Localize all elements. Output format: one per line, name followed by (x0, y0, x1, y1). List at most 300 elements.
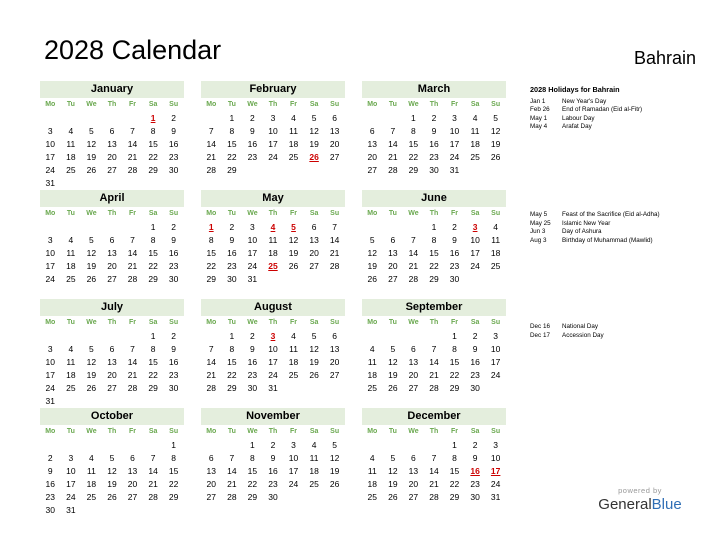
day-cell: 26 (288, 261, 299, 272)
weekday-label: Mo (367, 101, 378, 108)
day-cell: 8 (229, 125, 235, 136)
day-cell: 29 (168, 492, 179, 503)
holiday-date: 25 (268, 261, 278, 272)
empty-cell (201, 439, 222, 452)
day-cell: 19 (329, 465, 340, 476)
day-cell: 16 (449, 247, 460, 258)
day-cell: 15 (148, 138, 158, 149)
day-cell: 4 (369, 343, 375, 354)
empty-cell (61, 330, 82, 343)
day-cell: 17 (268, 138, 278, 149)
day-cell: 19 (490, 138, 501, 149)
month-title: December (362, 408, 506, 425)
day-cell: 20 (107, 152, 117, 163)
day-cell: 25 (490, 261, 501, 272)
day-cell: 6 (311, 221, 317, 232)
day-cell: 14 (148, 465, 158, 476)
month-june (362, 190, 506, 286)
day-cell: 5 (89, 125, 94, 136)
weekday-label: Su (330, 319, 340, 326)
day-cell: 13 (127, 465, 138, 476)
empty-cell (61, 221, 82, 234)
day-cell: 2 (250, 112, 255, 123)
day-cell: 16 (227, 247, 237, 258)
day-cell: 3 (493, 439, 499, 450)
day-cell: 16 (470, 356, 480, 367)
empty-cell (40, 221, 61, 234)
brand-name: GeneralBlue (598, 496, 682, 513)
month-title: April (40, 190, 184, 207)
holiday-list-q4 (530, 323, 705, 340)
empty-cell (362, 330, 383, 343)
day-cell: 24 (470, 261, 480, 272)
day-cell: 4 (472, 112, 478, 123)
day-cell: 27 (367, 165, 378, 176)
weekday-label: Th (268, 101, 278, 108)
day-cell: 9 (472, 343, 478, 354)
day-cell: 13 (367, 138, 378, 149)
weekday-label: Tu (227, 101, 236, 108)
day-cell: 5 (109, 452, 115, 463)
weekday-label: Th (429, 210, 439, 217)
day-cell: 8 (171, 452, 177, 463)
day-cell: 21 (388, 152, 398, 163)
holiday-date-label: May 1 (530, 114, 548, 122)
day-cell: 11 (367, 356, 377, 367)
day-cell: 13 (329, 343, 340, 354)
day-cell: 12 (367, 247, 378, 258)
day-cell: 12 (86, 247, 97, 258)
day-cell: 8 (208, 234, 214, 245)
day-cell: 22 (227, 152, 237, 163)
day-cell: 5 (369, 234, 375, 245)
day-cell: 27 (408, 383, 419, 394)
day-cell: 14 (127, 356, 138, 367)
month-october (40, 408, 184, 518)
day-cell: 28 (127, 165, 138, 176)
page-title: 2028 Calendar (44, 35, 222, 65)
day-cell: 6 (109, 234, 115, 245)
day-cell: 26 (388, 492, 398, 503)
day-cell: 17 (45, 261, 56, 272)
holiday-name: New Year's Day (562, 97, 607, 105)
day-cell: 13 (107, 138, 117, 149)
day-cell: 20 (309, 247, 319, 258)
day-cell: 31 (247, 274, 258, 285)
day-cell: 9 (472, 452, 478, 463)
holiday-date-label: Jan 1 (530, 97, 546, 105)
day-cell: 21 (227, 479, 237, 490)
holiday-name: Feast of the Sacrifice (Eid al-Adha) (562, 211, 660, 218)
weekday-label: Su (330, 101, 340, 108)
day-cell: 26 (309, 370, 319, 381)
day-cell: 19 (86, 370, 97, 381)
day-cell: 18 (66, 370, 76, 381)
day-cell: 29 (148, 383, 158, 394)
day-cell: 10 (247, 234, 258, 245)
weekday-label: Th (268, 428, 278, 435)
day-cell: 18 (288, 138, 299, 149)
day-cell: 27 (107, 383, 117, 394)
holiday-date: 26 (309, 152, 319, 163)
day-cell: 28 (227, 492, 237, 503)
day-cell: 25 (288, 370, 299, 381)
month-may (201, 190, 345, 286)
day-cell: 16 (168, 356, 179, 367)
day-cell: 16 (168, 247, 179, 258)
weekday-label: Sa (470, 210, 480, 217)
day-cell: 24 (45, 165, 56, 176)
day-cell: 30 (429, 165, 439, 176)
day-cell: 24 (288, 479, 299, 490)
day-cell: 15 (429, 247, 439, 258)
day-cell: 23 (429, 152, 439, 163)
day-cell: 28 (127, 274, 138, 285)
day-cell: 3 (270, 112, 276, 123)
day-cell: 14 (388, 138, 398, 149)
month-november (201, 408, 345, 504)
weekday-label: Mo (45, 210, 56, 217)
weekday-label: Mo (206, 210, 217, 217)
day-cell: 9 (250, 343, 255, 354)
day-cell: 14 (227, 465, 237, 476)
weekday-label: Tu (388, 101, 397, 108)
day-cell: 7 (130, 343, 135, 354)
day-cell: 1 (411, 112, 416, 123)
empty-cell (222, 439, 243, 452)
day-cell: 15 (408, 138, 419, 149)
day-cell: 3 (47, 125, 53, 136)
day-cell: 20 (408, 479, 419, 490)
day-cell: 17 (247, 247, 258, 258)
holiday-row (530, 98, 705, 107)
empty-cell (122, 439, 143, 452)
day-cell: 18 (66, 152, 76, 163)
weekday-label: Su (169, 210, 179, 217)
day-cell: 4 (493, 221, 499, 232)
day-cell: 19 (388, 370, 398, 381)
holiday-name: End of Ramadan (Eid al-Fitr) (562, 106, 643, 114)
weekday-label: Tu (66, 210, 75, 217)
day-cell: 2 (270, 439, 276, 450)
weekday-label: Tu (66, 319, 75, 326)
holiday-date: 1 (208, 221, 214, 232)
holiday-row (530, 323, 705, 332)
day-cell: 11 (268, 234, 278, 245)
day-cell: 25 (86, 492, 97, 503)
day-cell: 1 (150, 221, 156, 232)
day-cell: 25 (470, 152, 480, 163)
weekday-label: We (247, 428, 258, 435)
day-cell: 9 (229, 234, 235, 245)
weekday-label: Sa (470, 319, 480, 326)
day-cell: 20 (408, 370, 419, 381)
weekday-label: Sa (148, 428, 158, 435)
day-cell: 20 (206, 479, 217, 490)
day-cell: 8 (411, 125, 416, 136)
holiday-name: Islamic New Year (562, 219, 611, 227)
weekday-label: Th (107, 319, 117, 326)
day-cell: 23 (168, 370, 179, 381)
empty-cell (403, 221, 424, 234)
weekday-label: We (86, 428, 97, 435)
holiday-row (530, 211, 705, 220)
empty-cell (201, 112, 222, 125)
day-cell: 14 (127, 138, 138, 149)
day-cell: 28 (206, 165, 217, 176)
holiday-date-label: Dec 16 (530, 323, 550, 330)
day-cell: 2 (47, 452, 53, 463)
day-cell: 10 (66, 465, 76, 476)
day-cell: 27 (107, 165, 117, 176)
day-cell: 14 (127, 247, 138, 258)
day-cell: 8 (431, 234, 437, 245)
holiday-name: National Day (562, 323, 599, 330)
day-cell: 5 (311, 112, 317, 123)
day-cell: 21 (127, 370, 138, 381)
weekday-label: Sa (309, 428, 319, 435)
day-cell: 23 (227, 261, 237, 272)
holiday-name: Accession Day (562, 331, 604, 339)
day-cell: 17 (449, 138, 460, 149)
day-cell: 20 (367, 152, 378, 163)
empty-cell (383, 439, 404, 452)
weekday-label: Fr (129, 319, 137, 326)
day-cell: 2 (431, 112, 437, 123)
day-cell: 17 (45, 152, 56, 163)
day-cell: 4 (291, 112, 296, 123)
holiday-date: 16 (470, 465, 480, 476)
month-september (362, 299, 506, 395)
empty-cell (61, 439, 82, 452)
day-cell: 22 (168, 479, 179, 490)
holiday-row (530, 237, 705, 246)
day-cell: 7 (390, 125, 396, 136)
day-cell: 10 (490, 343, 501, 354)
weekday-label: Sa (309, 101, 319, 108)
day-cell: 17 (490, 356, 501, 367)
holiday-date-label: Jun 3 (530, 228, 546, 236)
day-cell: 22 (148, 370, 158, 381)
weekday-label: Mo (367, 210, 378, 217)
weekday-label: Sa (470, 428, 480, 435)
day-cell: 26 (86, 165, 97, 176)
day-cell: 25 (66, 274, 76, 285)
day-cell: 24 (268, 370, 278, 381)
day-cell: 24 (66, 492, 76, 503)
day-cell: 27 (329, 152, 340, 163)
weekday-label: Fr (290, 210, 298, 217)
day-cell: 11 (309, 452, 319, 463)
day-cell: 5 (493, 112, 499, 123)
month-title: May (201, 190, 345, 207)
holiday-date: 5 (291, 221, 296, 232)
day-cell: 27 (309, 261, 319, 272)
holiday-date: 17 (490, 465, 501, 476)
day-cell: 7 (150, 452, 156, 463)
day-cell: 15 (148, 247, 158, 258)
day-cell: 5 (89, 234, 94, 245)
day-cell: 10 (45, 138, 56, 149)
empty-cell (102, 221, 123, 234)
day-cell: 14 (329, 234, 340, 245)
day-cell: 21 (127, 261, 138, 272)
day-cell: 13 (408, 465, 419, 476)
day-cell: 8 (150, 234, 156, 245)
day-cell: 22 (449, 479, 460, 490)
day-cell: 15 (206, 247, 217, 258)
day-cell: 9 (431, 125, 437, 136)
day-cell: 7 (411, 234, 416, 245)
day-cell: 16 (268, 465, 278, 476)
day-cell: 8 (452, 343, 457, 354)
day-cell: 24 (268, 152, 278, 163)
weekday-label: We (86, 210, 97, 217)
day-cell: 10 (288, 452, 299, 463)
weekday-label: Fr (451, 101, 459, 108)
day-cell: 18 (66, 261, 76, 272)
day-cell: 17 (470, 247, 480, 258)
day-cell: 19 (367, 261, 378, 272)
weekday-label: We (408, 101, 419, 108)
day-cell: 25 (66, 165, 76, 176)
day-cell: 7 (208, 343, 214, 354)
day-cell: 25 (288, 152, 299, 163)
day-cell: 10 (45, 247, 56, 258)
month-title: June (362, 190, 506, 207)
day-cell: 25 (367, 383, 378, 394)
holiday-date: 1 (150, 112, 156, 123)
day-cell: 17 (268, 356, 278, 367)
day-cell: 15 (168, 465, 179, 476)
day-cell: 23 (45, 492, 56, 503)
weekday-label: Mo (206, 101, 217, 108)
day-cell: 2 (171, 330, 177, 341)
day-cell: 3 (47, 234, 53, 245)
month-title: February (201, 81, 345, 98)
empty-cell (424, 439, 445, 452)
empty-cell (424, 330, 445, 343)
weekday-label: We (408, 428, 419, 435)
weekday-label: Sa (148, 319, 158, 326)
day-cell: 13 (107, 247, 117, 258)
day-cell: 12 (309, 343, 319, 354)
day-cell: 11 (470, 125, 480, 136)
day-cell: 31 (490, 492, 501, 503)
holiday-date-label: May 5 (530, 211, 548, 218)
day-cell: 14 (408, 247, 419, 258)
day-cell: 21 (429, 370, 439, 381)
day-cell: 31 (45, 396, 56, 407)
day-cell: 10 (470, 234, 480, 245)
day-cell: 30 (45, 505, 56, 516)
weekday-label: Th (429, 101, 439, 108)
holiday-date: 4 (270, 221, 276, 232)
empty-cell (102, 112, 123, 125)
day-cell: 28 (429, 492, 439, 503)
day-cell: 18 (309, 465, 319, 476)
day-cell: 11 (491, 234, 501, 245)
day-cell: 13 (329, 125, 340, 136)
empty-cell (383, 221, 404, 234)
day-cell: 22 (148, 261, 158, 272)
weekday-label: We (247, 319, 258, 326)
day-cell: 30 (247, 383, 258, 394)
day-cell: 27 (329, 370, 340, 381)
day-cell: 22 (227, 370, 237, 381)
month-december (362, 408, 506, 504)
empty-cell (122, 112, 143, 125)
day-cell: 29 (449, 492, 460, 503)
day-cell: 30 (227, 274, 237, 285)
day-cell: 9 (171, 125, 177, 136)
weekday-label: Tu (227, 319, 236, 326)
holiday-date-label: May 25 (530, 219, 551, 227)
empty-cell (40, 330, 61, 343)
weekday-label: Fr (451, 319, 459, 326)
day-cell: 30 (470, 383, 480, 394)
empty-cell (143, 439, 164, 452)
day-cell: 21 (329, 247, 340, 258)
month-august (201, 299, 345, 395)
empty-cell (362, 439, 383, 452)
empty-cell (81, 439, 102, 452)
day-cell: 25 (309, 479, 319, 490)
day-cell: 6 (208, 452, 214, 463)
day-cell: 16 (247, 356, 258, 367)
day-cell: 29 (449, 383, 460, 394)
day-cell: 6 (390, 234, 396, 245)
weekday-label: Mo (367, 319, 378, 326)
day-cell: 20 (127, 479, 138, 490)
day-cell: 7 (332, 221, 338, 232)
day-cell: 1 (452, 439, 457, 450)
day-cell: 27 (408, 492, 419, 503)
day-cell: 30 (470, 492, 480, 503)
day-cell: 5 (390, 343, 396, 354)
day-cell: 12 (490, 125, 501, 136)
weekday-label: Th (429, 319, 439, 326)
day-cell: 16 (45, 479, 56, 490)
day-cell: 3 (291, 439, 296, 450)
day-cell: 4 (68, 234, 74, 245)
day-cell: 1 (229, 112, 235, 123)
day-cell: 26 (388, 383, 398, 394)
day-cell: 1 (250, 439, 255, 450)
weekday-label: Su (330, 210, 340, 217)
day-cell: 25 (66, 383, 76, 394)
day-cell: 15 (227, 138, 237, 149)
weekday-label: Sa (148, 210, 158, 217)
weekday-label: Th (268, 210, 278, 217)
day-cell: 19 (288, 247, 299, 258)
weekday-label: Su (491, 210, 501, 217)
day-cell: 11 (66, 356, 76, 367)
month-title: August (201, 299, 345, 316)
weekday-label: Tu (66, 101, 75, 108)
holiday-row (530, 106, 705, 115)
empty-cell (61, 112, 82, 125)
day-cell: 26 (107, 492, 117, 503)
holiday-list-heading: 2028 Holidays for Bahrain (530, 85, 620, 94)
day-cell: 10 (45, 356, 56, 367)
day-cell: 9 (171, 343, 177, 354)
weekday-label: Mo (45, 428, 56, 435)
weekday-label: Fr (290, 101, 298, 108)
brand-logo (590, 486, 690, 514)
day-cell: 11 (367, 465, 377, 476)
day-cell: 1 (452, 330, 457, 341)
